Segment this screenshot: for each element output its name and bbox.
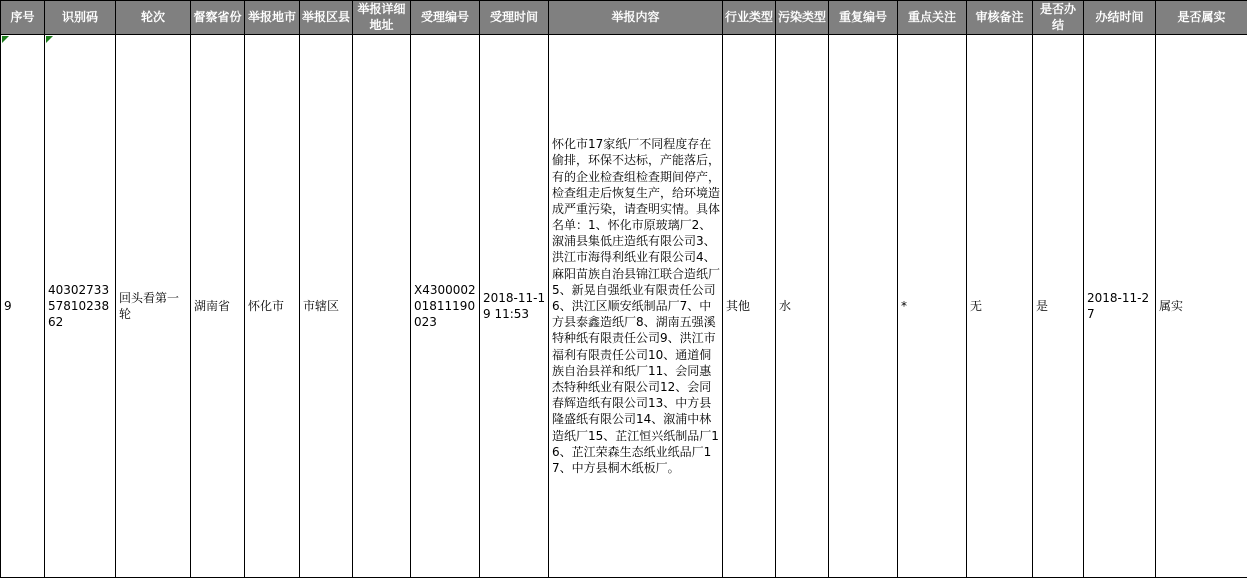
column-header-report-content[interactable]: 举报内容 xyxy=(549,1,723,35)
table-header-row xyxy=(1,1,1247,35)
cell-is-verified[interactable]: 属实 xyxy=(1156,35,1247,578)
column-header-completion-time[interactable]: 办结时间 xyxy=(1084,1,1156,35)
column-header-is-verified[interactable]: 是否属实 xyxy=(1156,1,1247,35)
column-header-acceptance-number[interactable]: 受理编号 xyxy=(411,1,480,35)
column-header-detail-address[interactable]: 举报详细地址 xyxy=(353,1,411,35)
cell-report-content[interactable]: 怀化市17家纸厂不同程度存在偷排，环保不达标，产能落后，有的企业检查组检查期间停产，检查组走后恢复生产，给环境造成严重污染，请查明实情。具体名单：1、怀化市原玻璃厂2、溆浦县集低庄造纸有限公司3、洪江市海得利纸业有限公司4、麻阳苗族自治县锦江联合造纸厂5、新晃自强纸业有限责任公司6、洪江区顺安纸制品厂7、中方县泰鑫造纸厂8、湖南五强溪特种纸有限责任公司9、洪江市福利有限责任公司10、通道侗族自治县祥和纸厂11、会同惠杰特种纸业有限公司12、会同春辉造纸有限公司13、中方县隆盛纸有限公司14、溆浦中林造纸厂15、芷江恒兴纸制品厂16、芷江荣森生态纸业纸品厂17、中方县桐木纸板厂。 xyxy=(549,35,723,578)
column-header-district[interactable]: 举报区县 xyxy=(300,1,353,35)
cell-province[interactable]: 湖南省 xyxy=(191,35,245,578)
table-row xyxy=(1,35,1247,578)
column-header-province[interactable]: 督察省份 xyxy=(191,1,245,35)
column-header-id-code[interactable]: 识别码 xyxy=(45,1,116,35)
column-header-round[interactable]: 轮次 xyxy=(116,1,191,35)
cell-city[interactable]: 怀化市 xyxy=(245,35,300,578)
column-header-city[interactable]: 举报地市 xyxy=(245,1,300,35)
column-header-pollution-type[interactable]: 污染类型 xyxy=(776,1,829,35)
cell-serial-number-value: 9 xyxy=(4,299,12,313)
column-header-review-note[interactable]: 审核备注 xyxy=(967,1,1033,35)
cell-serial-number[interactable] xyxy=(1,35,45,578)
cell-id-code-value: 403027335781023862 xyxy=(48,282,110,330)
column-header-industry-type[interactable]: 行业类型 xyxy=(723,1,776,35)
cell-acceptance-number[interactable]: X430000201811190023 xyxy=(411,35,480,578)
cell-key-focus[interactable]: * xyxy=(898,35,967,578)
cell-id-code[interactable] xyxy=(45,35,116,578)
number-stored-as-text-indicator-icon xyxy=(46,36,53,43)
cell-industry-type[interactable]: 其他 xyxy=(723,35,776,578)
cell-district[interactable]: 市辖区 xyxy=(300,35,353,578)
number-stored-as-text-indicator-icon xyxy=(2,36,9,43)
cell-duplicate-number[interactable] xyxy=(829,35,898,578)
column-header-is-completed[interactable]: 是否办结 xyxy=(1033,1,1084,35)
cell-acceptance-time[interactable]: 2018-11-19 11:53 xyxy=(480,35,549,578)
cell-completion-time[interactable]: 2018-11-27 xyxy=(1084,35,1156,578)
cell-round[interactable]: 回头看第一轮 xyxy=(116,35,191,578)
column-header-duplicate-number[interactable]: 重复编号 xyxy=(829,1,898,35)
cell-detail-address[interactable] xyxy=(353,35,411,578)
column-header-acceptance-time[interactable]: 受理时间 xyxy=(480,1,549,35)
cell-is-completed[interactable]: 是 xyxy=(1033,35,1084,578)
cell-pollution-type[interactable]: 水 xyxy=(776,35,829,578)
column-header-key-focus[interactable]: 重点关注 xyxy=(898,1,967,35)
cell-review-note[interactable]: 无 xyxy=(967,35,1033,578)
column-header-serial-number[interactable]: 序号 xyxy=(1,1,45,35)
